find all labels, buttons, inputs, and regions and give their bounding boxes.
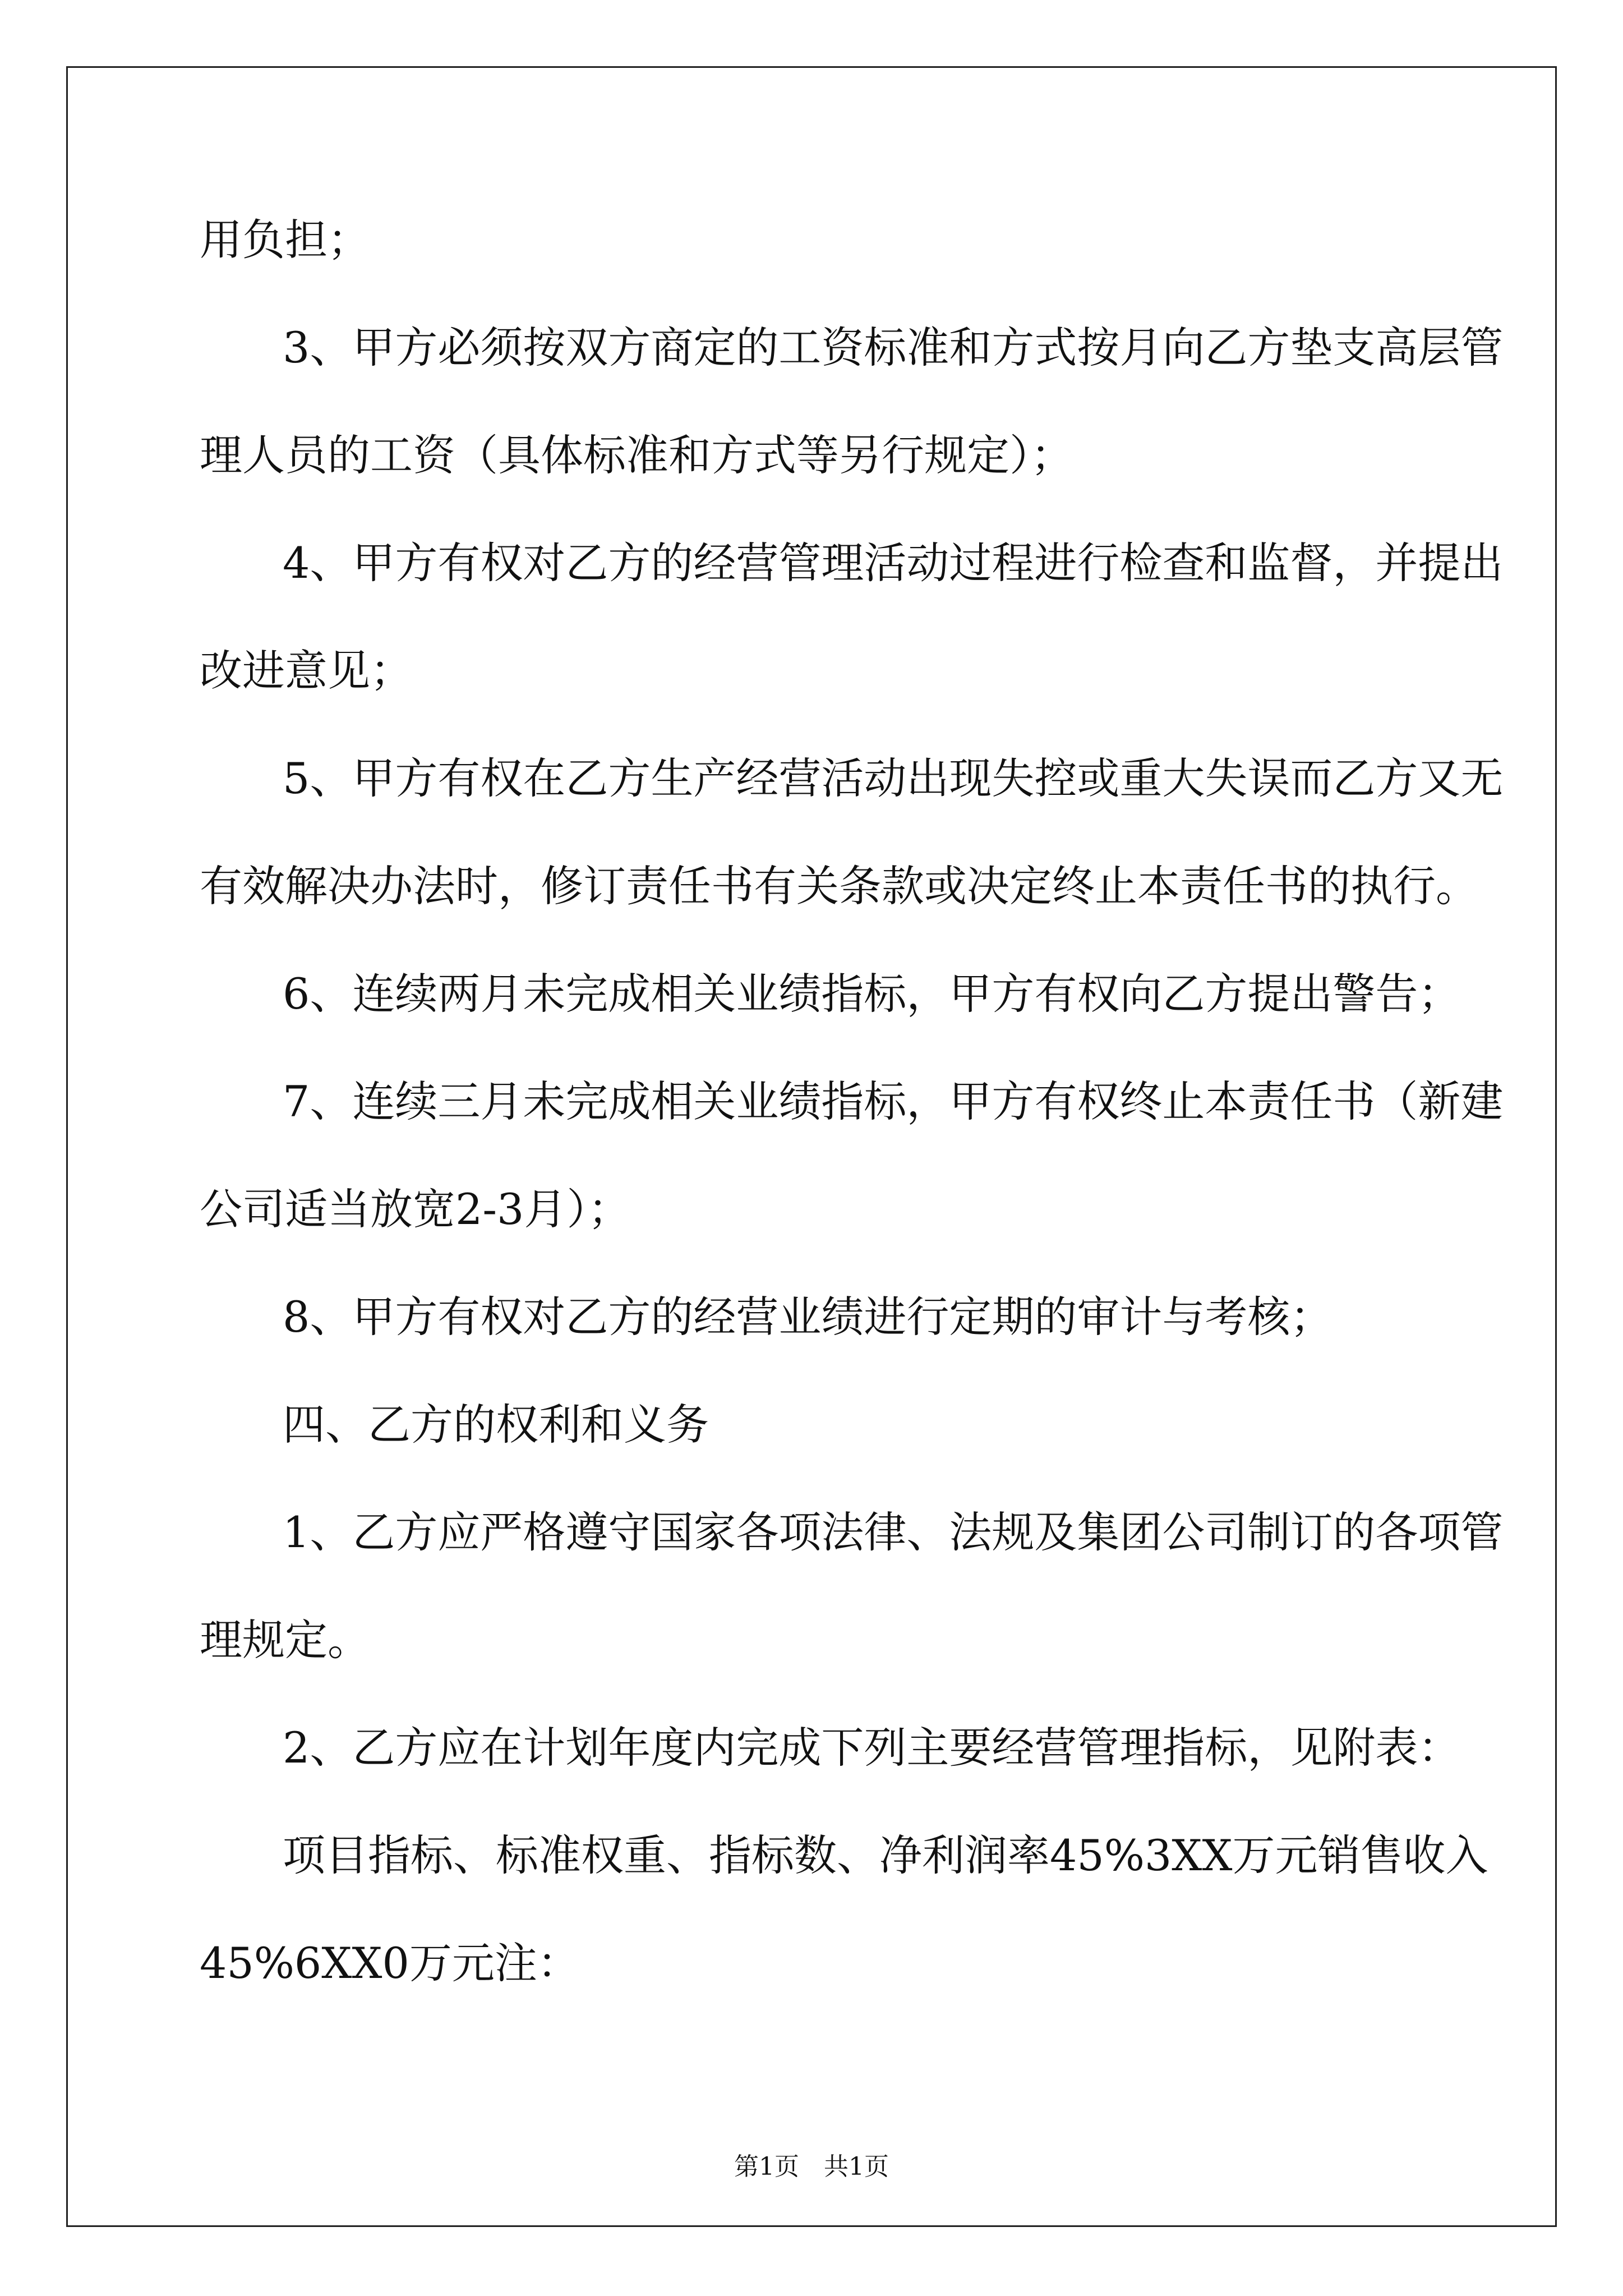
paragraph-line: 8、甲方有权对乙方的经营业绩进行定期的审计与考核；	[283, 1292, 1333, 1342]
page-border	[66, 66, 1557, 2227]
page-number-footer: 第1页 共1页	[734, 2152, 889, 2181]
paragraph-line: 用负担；	[200, 215, 370, 265]
paragraph-line: 改进意见；	[200, 646, 413, 696]
paragraph-line: 2、乙方应在计划年度内完成下列主要经营管理指标，见附表：	[283, 1723, 1461, 1773]
section-heading: 四、乙方的权利和义务	[283, 1400, 709, 1450]
paragraph-line: 5、甲方有权在乙方生产经营活动出现失控或重大失误而乙方又无	[283, 753, 1504, 803]
paragraph-line: 7、连续三月未完成相关业绩指标，甲方有权终止本责任书（新建	[283, 1076, 1504, 1126]
paragraph-line: 有效解决办法时，修订责任书有关条款或决定终止本责任书的执行。	[200, 861, 1478, 911]
paragraph-line: 3、甲方必须按双方商定的工资标准和方式按月向乙方垫支高层管	[283, 323, 1504, 372]
paragraph-line: 1、乙方应严格遵守国家各项法律、法规及集团公司制订的各项管	[283, 1507, 1504, 1557]
paragraph-line: 6、连续两月未完成相关业绩指标，甲方有权向乙方提出警告；	[283, 969, 1461, 1019]
paragraph-line: 4、甲方有权对乙方的经营管理活动过程进行检查和监督，并提出	[283, 538, 1504, 588]
paragraph-line: 理规定。	[200, 1615, 370, 1665]
paragraph-line: 理人员的工资（具体标准和方式等另行规定）；	[200, 430, 1073, 480]
paragraph-line: 45%6XX0万元注：	[200, 1938, 580, 1988]
paragraph-line: 公司适当放宽2-3月）；	[200, 1184, 631, 1234]
paragraph-line: 项目指标、标准权重、指标数、净利润率45%3XX万元销售收入	[283, 1830, 1488, 1880]
